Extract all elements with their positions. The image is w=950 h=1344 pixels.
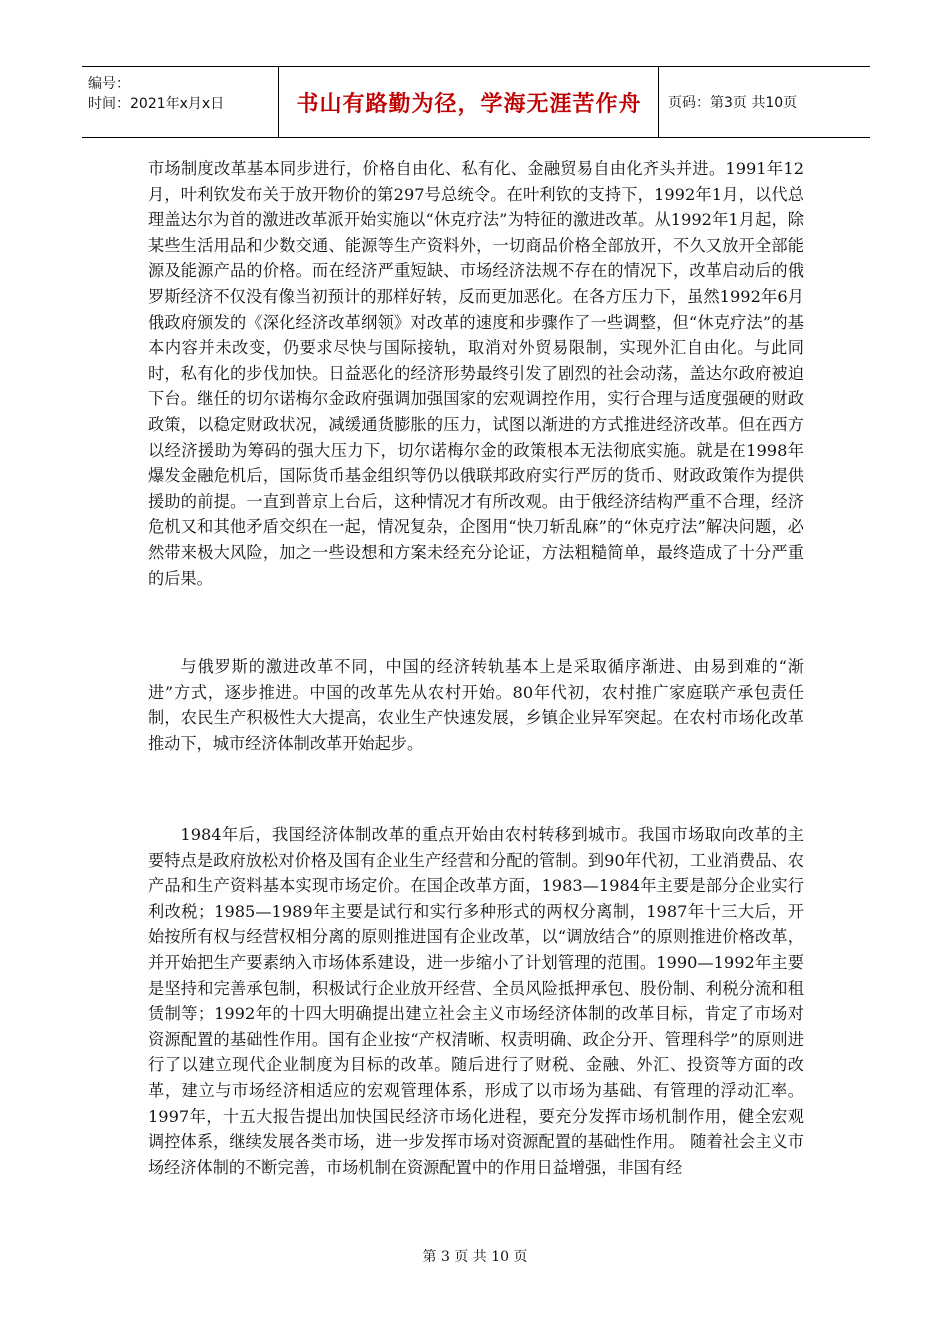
header-page-label: 页码：第3页 共10页 [668,95,798,111]
header-motto: 书山有路勤为径，学海无涯苦作舟 [296,91,642,117]
header-meta [82,67,279,137]
paragraph-china-urban: 1984年后，我国经济体制改革的重点开始由农村转移到城市。我国市场取向改革的主要特点是政府放松对价格及国有企业生产经营和分配的管制。到90年代初，工业消费品、农产品和生产资料基本实现市场定价。在国企改革方面，1983—1984年主要是部分企业实行利改税；1985—1989年主要是试行和实行多种形式的两权分离制，1987年十三大后，开始按所有权与经营权相分离的原则推进国有企业改革，以“调放结合”的原则推进价格改革，并开始把生产要素纳入市场体系建设，进一步缩小了计划管理的范围。1990—1992年主要是坚持和完善承包制，积极试行企业放开经营、全员风险抵押承包、股份制、利税分流和租赁制等；1992年的十四大明确提出建立社会主义市场经济体制的改革目标，肯定了市场对资源配置的基础性作用。国有企业按“产权清晰、权责明确、政企分开、管理科学”的原则进行了以建立现代企业制度为目标的改革。随后进行了财税、金融、外汇、投资等方面的改革，建立与市场经济相适应的宏观管理体系，形成了以市场为基础、有管理的浮动汇率。1997年，十五大报告提出加快国民经济市场化进程，要充分发挥市场机制作用，健全宏观调控体系，继续发展各类市场，进一步发挥市场对资源配置的基础性作用。 随着社会主义市场经济体制的不断完善，市场机制在资源配置中的作用日益增强，非国有经 [148,825,804,1177]
paragraph-russia-reform: 市场制度改革基本同步进行，价格自由化、私有化、金融贸易自由化齐头并进。1991年12月，叶利钦发布关于放开物价的第297号总统令。在叶利钦的支持下，1992年1月，以代总理盖达尔为首的激进改革派开始实施以“休克疗法”为特征的激进改革。从1992年1月起，除某些生活用品和少数交通、能源等生产资料外，一切商品价格全部放开，不久又放开全部能源及能源产品的价格。而在经济严重短缺、市场经济法规不存在的情况下，改革启动后的俄罗斯经济不仅没有像当初预计的那样好转，反而更加恶化。在各方压力下，虽然1992年6月俄政府颁发的《深化经济改革纲领》对改革的速度和步骤作了一些调整，但“休克疗法”的基本内容并未改变，仍要求尽快与国际接轨，取消对外贸易限制，实现外汇自由化。与此同时，私有化的步伐加快。日益恶化的经济形势最终引发了剧烈的社会动荡，盖达尔政府被迫下台。继任的切尔诺梅尔金政府强调加强国家的宏观调控作用，实行合理与适度强硬的财政政策，以稳定财政状况，减缓通货膨胀的压力，试图以渐进的方式推进经济改革。但在西方以经济援助为筹码的强大压力下，切尔诺梅尔金的政策根本无法彻底实施。就是在1998年爆发金融危机后，国际货币基金组织等仍以俄联邦政府实行严厉的货币、财政政策作为提供援助的前提。一直到普京上台后，这种情况才有所改观。由于俄经济结构严重不合理，经济危机又和其他矛盾交织在一起，情况复杂，企图用“快刀斩乱麻”的“休克疗法”解决问题，必然带来极大风险，加之一些设想和方案未经充分论证，方法粗糙简单，最终造成了十分严重的后果。 [148,159,804,588]
header-page-cell [660,67,878,137]
header-motto-cell [280,67,659,137]
page-header [82,66,870,138]
page-footer: 第 3 页 共 10 页 [422,1249,528,1265]
document-number-label: 编号： [88,76,130,92]
document-time-label: 时间：2021年x月x日 [88,96,225,112]
paragraph-china-gradual: 与俄罗斯的激进改革不同，中国的经济转轨基本上是采取循序渐进、由易到难的“渐进”方式，逐步推进。中国的改革先从农村开始。80年代初，农村推广家庭联产承包责任制，农民生产积极性大大提高，农业生产快速发展，乡镇企业异军突起。在农村市场化改革推动下，城市经济体制改革开始起步。 [148,657,804,753]
